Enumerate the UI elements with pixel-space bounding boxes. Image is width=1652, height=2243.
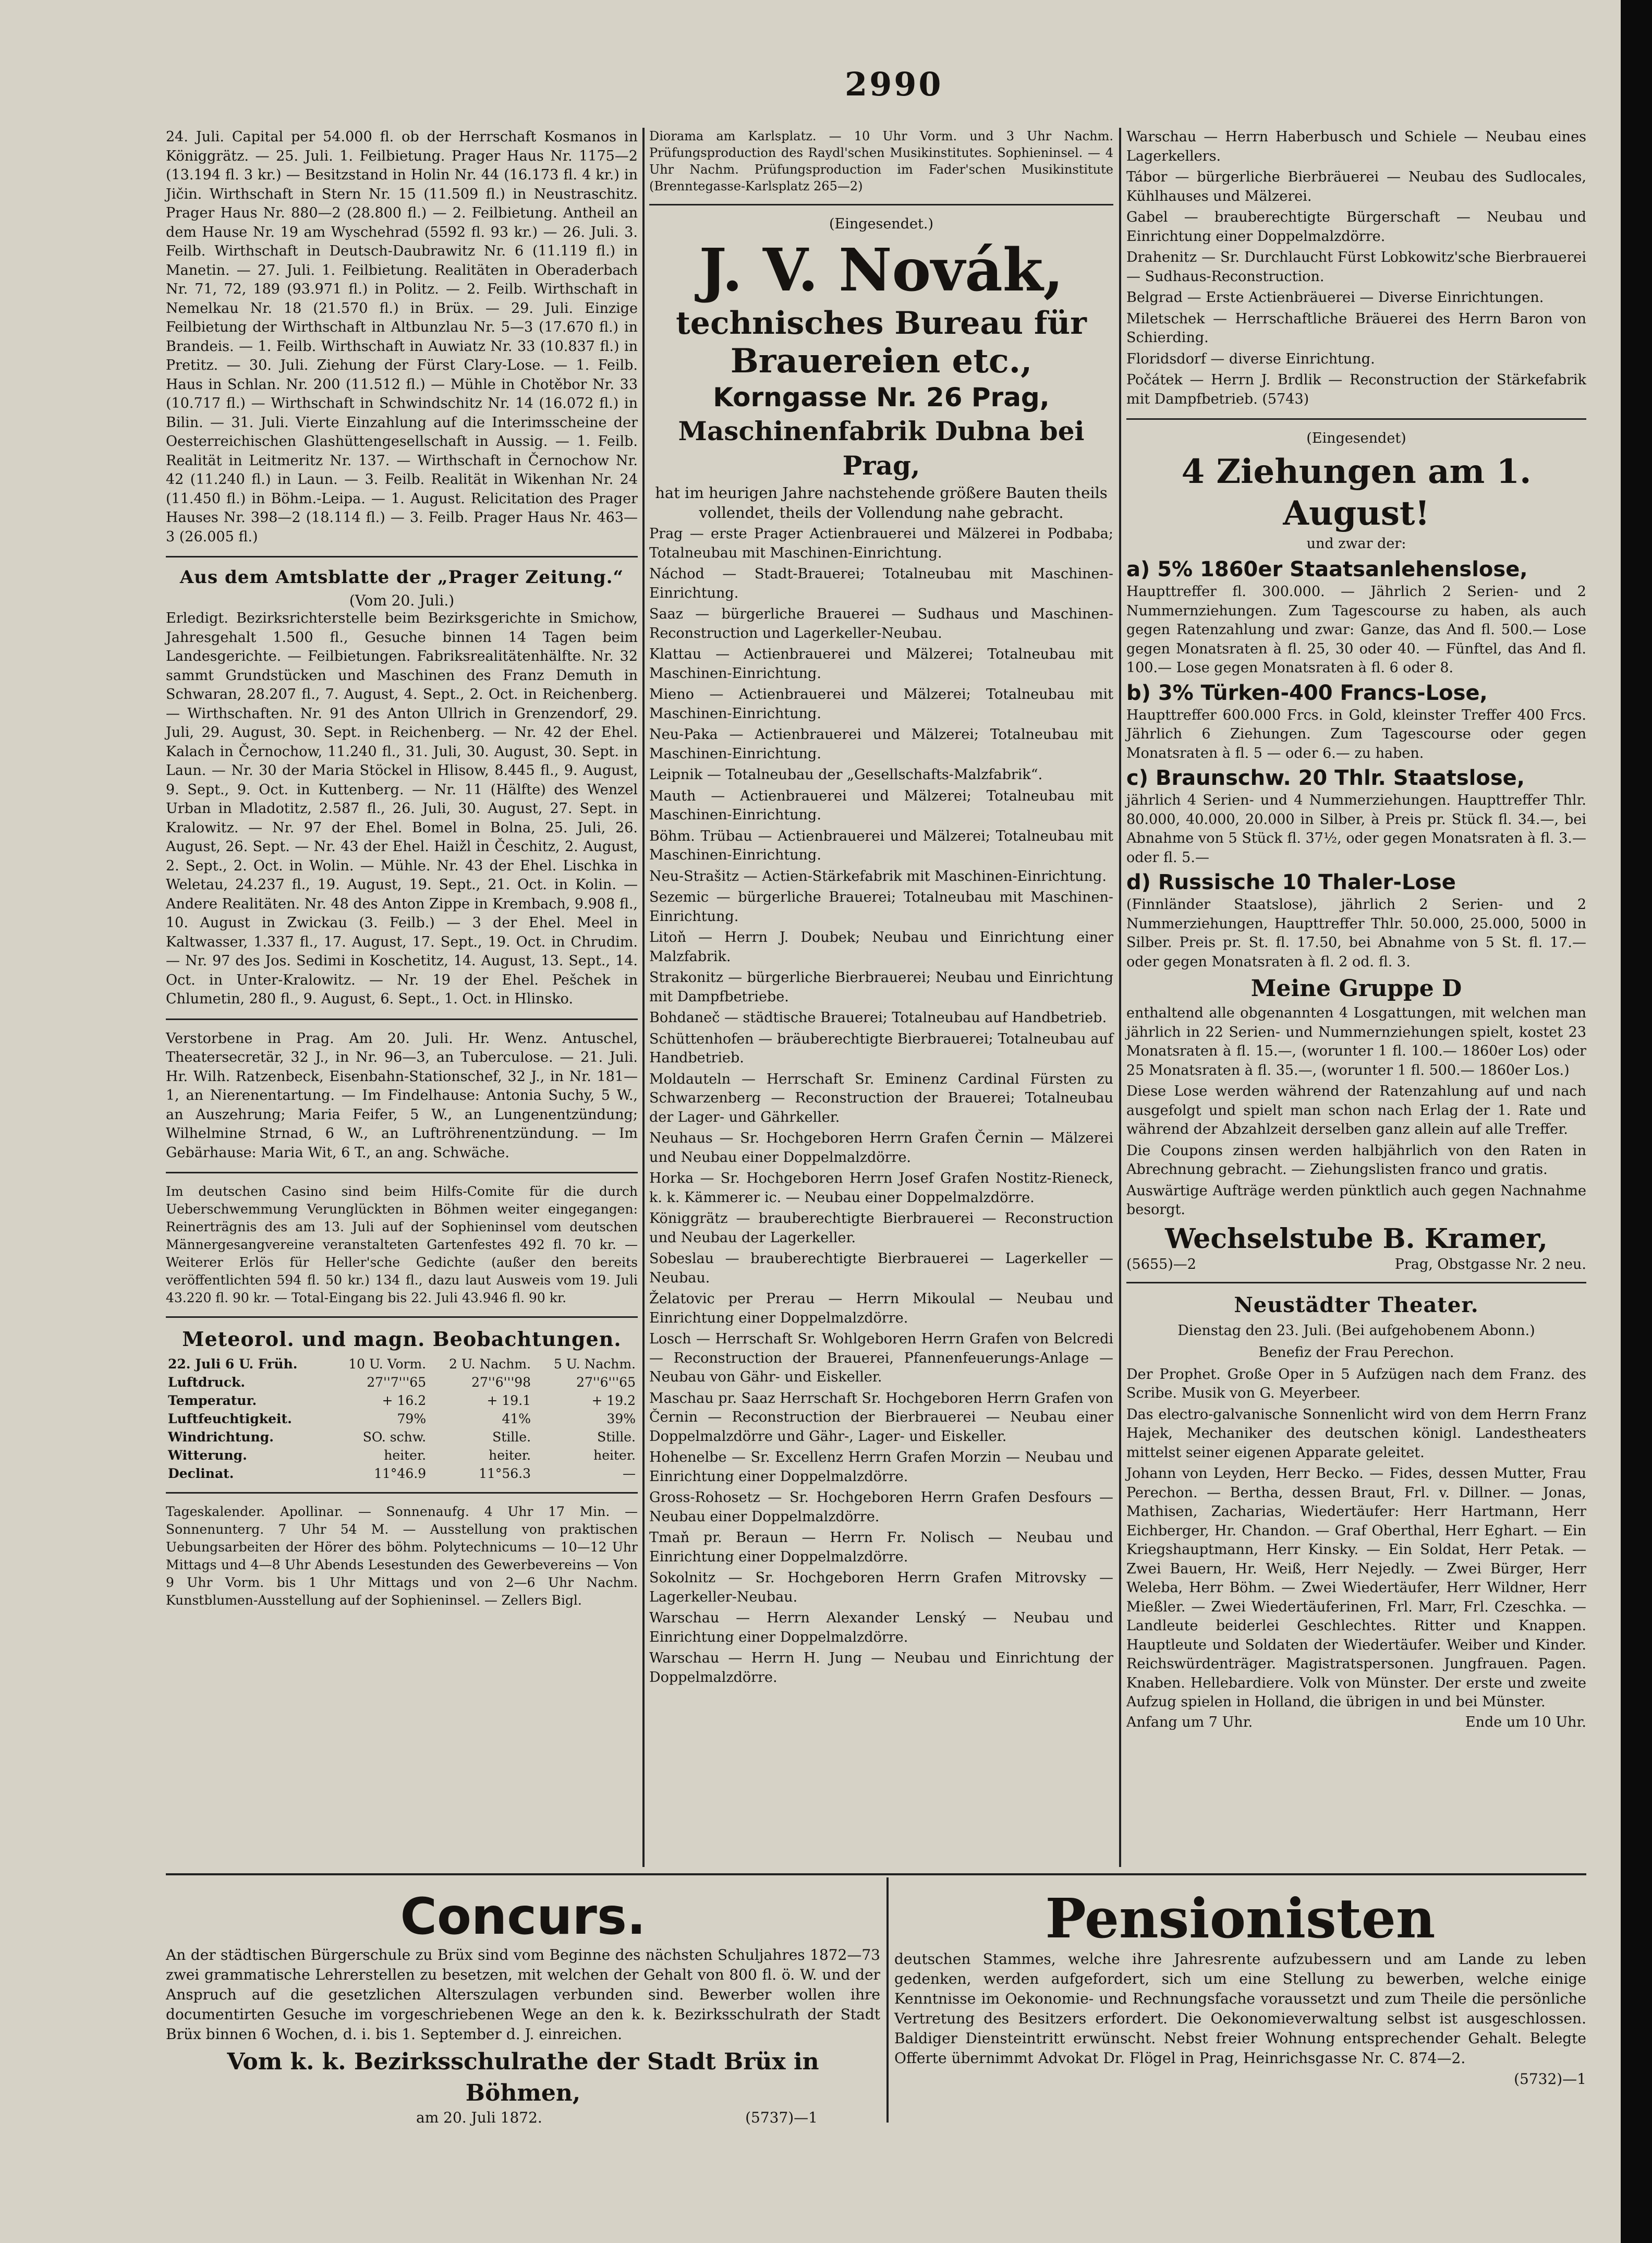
lottery-title: 4 Ziehungen am 1. August! bbox=[1181, 452, 1532, 533]
firm-line-3: Korngasse Nr. 26 Prag, bbox=[713, 382, 1050, 413]
meteo-cell: Stille. bbox=[597, 1429, 636, 1445]
gruppe-title: Meine Gruppe D bbox=[1250, 975, 1462, 1002]
firm-item: Náchod — Stadt-Brauerei; Totalneubau mit Maschinen-Einrichtung. bbox=[649, 566, 1113, 601]
firm-item: Saaz — bürgerliche Brauerei — Sudhaus und Maschinen-Reconstruction und Lagerkeller-Neubau. bbox=[649, 606, 1113, 641]
firm-item: Neu-Strašitz — Actien-Stärkefabrik mit Maschinen-Einrichtung. bbox=[649, 868, 1107, 884]
eingesendet-label: (Eingesendet.) bbox=[829, 216, 933, 232]
divider bbox=[166, 1492, 638, 1494]
meteo-title: Meteorol. und magn. Beobachtungen. bbox=[182, 1327, 622, 1351]
firm-item: Miletschek — Herrschaftliche Bräuerei des Herrn Baron von Schierding. bbox=[1126, 310, 1586, 346]
divider bbox=[166, 1316, 638, 1318]
wechselstube-name: Wechselstube B. Kramer, bbox=[1165, 1222, 1548, 1255]
meteo-cell: 41% bbox=[502, 1411, 531, 1426]
meteo-head-cell: 22. Juli 6 U. Früh. bbox=[168, 1356, 298, 1372]
theater-start: Anfang um 7 Uhr. bbox=[1126, 1714, 1253, 1730]
firm-item: Hohenelbe — Sr. Excellenz Herrn Grafen Morzin — Neubau und Einrichtung einer Doppelmalzdörre. bbox=[649, 1449, 1113, 1485]
firm-item: Bohdaneč — städtische Brauerei; Totalneubau auf Handbetrieb. bbox=[649, 1010, 1107, 1026]
meteo-cell: + 16.2 bbox=[382, 1393, 427, 1408]
meteo-cell: — bbox=[623, 1466, 636, 1481]
firm-item: Neuhaus — Sr. Hochgeboren Herrn Grafen Černin — Mälzerei und Neubau einer Doppelmalzdörre. bbox=[649, 1130, 1113, 1166]
meteo-row bbox=[166, 1428, 638, 1446]
meteo-head-cell: 10 U. Vorm. bbox=[348, 1356, 427, 1372]
meteo-row bbox=[166, 1373, 638, 1391]
concurs-footer bbox=[166, 2109, 880, 2126]
theater-benefiz: Benefiz der Frau Perechon. bbox=[1258, 1344, 1454, 1361]
lot-b-title: b) 3% Türken-400 Francs-Lose, bbox=[1126, 681, 1488, 705]
firm-item: Počátek — Herrn J. Brdlik — Reconstruction der Stärkefabrik mit Dampfbetrieb. (5743) bbox=[1126, 372, 1586, 407]
meteo-cell: 27''6'''98 bbox=[471, 1375, 531, 1390]
lot-d-text: (Finnländer Staatslose), jährlich 2 Serien- und 2 Nummerziehungen, Haupttreffer Thlr. 50.000, 25.000, 5000 in Silber. Preis pr. St. fl. 17.50, bei Abnahme von 5 St. fl. 17.— oder gegen Monatsraten à fl. 2 od. fl. 3. bbox=[1126, 896, 1586, 970]
lot-b-text: Haupttreffer 600.000 Frcs. in Gold, kleinster Treffer 400 Frcs. Jährlich 6 Ziehungen. Zum Tagescourse oder gegen Monatsraten à fl. 5 — oder 6.— zu haben. bbox=[1126, 707, 1586, 761]
firm-item: Sezemic — bürgerliche Brauerei; Totalneubau mit Maschinen-Einrichtung. bbox=[649, 889, 1113, 925]
amtsblatt-text: Erledigt. Bezirksrichterstelle beim Bezirksgerichte in Smichow, Jahresgehalt 1.500 fl., Gesuche binnen 14 Tagen beim Landesgerichte. — Feilbietungen. Fabriksrealitätenhälfte. Nr. 32 sammt Grundstücken und Maschinen des Franz Demuth in Schwaran, 28.207 fl., 7. August, 4. Sept., 2. Oct. in Reichenberg. — Wirthschaften. Nr. 91 des Anton Ullrich in Grenzendorf, 29. Juli, 29. August, 30. Sept. in Reichenberg. — Nr. 42 der Ehel. Kalach in Černochow, 11.240 fl., 31. Juli, 30. August, 30. Sept. in Laun. — Nr. 30 der Maria Stöckel in Hlisow, 8.445 fl., 9. August, 9. Sept., 9. Oct. in Kuttenberg. — Nr. 11 (Hälfte) des Wenzel Urban in Mladotitz, 2.587 fl., 26. Juli, 30. August, 27. Sept. in Kralowitz. — Nr. 97 der Ehel. Bomel in Bolna, 25. Juli, 26. August, 26. Sept. — Nr. 43 der Ehel. Haižl in Česchitz, 2. August, 2. Sept., 2. Oct. in Wolin. — Mühle. Nr. 43 der Ehel. Lischka in Weletau, 24.237 fl., 19. August, 19. Sept., 21. Oct. in Kolin. — Andere Realitäten. Nr. 48 des Anton Zippe in Krembach, 9.908 fl., 10. August in Zwickau (3. Feilb.) — 3 der Ehel. Meel in Kaltwasser, 1.337 fl., 17. August, 17. Sept., 19. Oct. in Chrudim. — Nr. 97 des Jos. Sedimi in Koschetitz, 14. August, 13. Sept., 14. Oct. in Unter-Kralowitz. — Nr. 19 der Ehel. Pešchek in Chlumetin, 280 fl., 9. August, 6. Sept., 1. Oct. in Hlinsko. bbox=[166, 610, 638, 1007]
scan-edge bbox=[1621, 0, 1652, 2243]
firm-item: Horka — Sr. Hochgeboren Herrn Josef Grafen Nostitz-Rieneck, k. k. Kämmerer ic. — Neubau einer Doppelmalzdörre. bbox=[649, 1170, 1113, 1206]
column-2 bbox=[649, 128, 1113, 1864]
meteo-cell: + 19.1 bbox=[487, 1393, 531, 1408]
firm-item: Königgrätz — brauberechtigte Bierbrauerei — Reconstruction und Neubau der Lagerkeller. bbox=[649, 1210, 1113, 1246]
bottom-rule bbox=[166, 1873, 1586, 1875]
firm-item: Warschau — Herrn Alexander Lenský — Neubau und Einrichtung einer Doppelmalzdörre. bbox=[649, 1610, 1113, 1645]
divider bbox=[166, 1172, 638, 1173]
firm-item: Mauth — Actienbrauerei und Mälzerei; Totalneubau mit Maschinen-Einrichtung. bbox=[649, 787, 1113, 823]
firm-item: Gabel — brauberechtigte Bürgerschaft — Neubau und Einrichtung einer Doppelmalzdörre. bbox=[1126, 209, 1586, 245]
meteo-cell: SO. schw. bbox=[362, 1429, 427, 1445]
meteo-cell: 11°56.3 bbox=[479, 1466, 531, 1481]
lottery-sub: und zwar der: bbox=[1306, 536, 1406, 552]
concurs-title: Concurs. bbox=[400, 1887, 646, 1946]
tageskalender: Tageskalender. Apollinar. — Sonnenaufg. 4 Uhr 17 Min. — Sonnenunterg. 7 Uhr 54 M. — Ausstellung von praktischen Uebungsarbeiten der Hörer des böhm. Polytechnicums — 10—12 Uhr Mittags und 4—8 Uhr Abends Lesestunden des Gewerbevereins — Von 9 Uhr Vorm. bis 1 Uhr Mittags und von 2—6 Uhr Nachm. Kunstblumen-Ausstellung auf der Sophieninsel. — Zellers Bigl. bbox=[166, 1504, 638, 1608]
column-rule-2 bbox=[1119, 128, 1121, 1867]
gruppe-text: Die Coupons zinsen werden halbjährlich von den Raten in Abrechnung gebracht. — Ziehungslisten franco und gratis. bbox=[1126, 1142, 1586, 1178]
gruppe-text: Diese Lose werden während der Ratenzahlung auf und nach ausgefolgt und spielt man schon nach Erlag der 1. Rate und während der Abzahlzeit derselben ganz allein auf alle Treffer. bbox=[1126, 1083, 1586, 1137]
gruppe-text: enthaltend alle obgenannten 4 Losgattungen, mit welchen man jährlich in 22 Serien- und Nummernziehungen spielt, kostet 23 Monatsraten à fl. 15.—, (worunter 1 fl. 100.— 1860er Los) oder 25 Monatsraten à fl. 35.—, (worunter 1 fl. 500.— 1860er Los.) bbox=[1126, 1005, 1586, 1078]
concurs-signature: Vom k. k. Bezirksschulrathe der Stadt Brüx in Böhmen, bbox=[227, 2048, 819, 2106]
auction-calendar: 24. Juli. Capital per 54.000 fl. ob der Herrschaft Kosmanos in Königgrätz. — 25. Juli. 1. Feilbietung. Prager Haus Nr. 1175—2 (13.194 fl. 3 kr.) — Besitzstand in Holin Nr. 44 (16.173 fl. 4 kr.) in Jičin. Wirthschaft in Stern Nr. 15 (11.509 fl.) in Neustraschitz. Prager Haus Nr. 880—2 (28.800 fl.) — 2. Feilbietung. Antheil an dem Hause Nr. 19 am Wyschehrad (5592 fl. 93 kr.) — 26. Juli. 3. Feilb. Wirthschaft in Deutsch-Daubrawitz Nr. 6 (11.119 fl.) in Manetin. — 27. Juli. 1. Feilbietung. Realitäten in Oberaderbach Nr. 71, 72, 189 (93.971 fl.) in Politz. — 2. Feilb. Wirthschaft in Nemelkau Nr. 18 (21.570 fl.) in Brüx. — 29. Juli. Einzige Feilbietung der Wirthschaft in Altbunzlau Nr. 5—3 (17.670 fl.) in Brandeis. — 1. Feilb. Wirthschaft in Auwiatz Nr. 33 (10.837 fl.) in Pretitz. — 30. Juli. Ziehung der Fürst Clary-Lose. — 1. Feilb. Haus in Schlan. Nr. 200 (11.512 fl.) — Mühle in Chotěbor Nr. 33 (10.717 fl.) — Wirthschaft in Schwindschitz Nr. 14 (16.072 fl.) in Bilin. — 31. Juli. Vierte Einzahlung auf die Interimsscheine der Oesterreichischen Glashüttengesellschaft in Aussig. — 1. Feilb. Realität in Leitmeritz Nr. 137. — Wirthschaft in Černochow Nr. 42 (11.240 fl.) in Laun. — 3. Feilb. Realität in Wikenhan Nr. 24 (11.450 fl.) in Böhm.-Leipa. — 1. August. Relicitation des Prager Hauses Nr. 398—2 (18.114 fl.) — 3. Feilb. Prager Haus Nr. 463—3 (26.005 fl.) bbox=[166, 129, 638, 545]
divider bbox=[1126, 418, 1586, 420]
firm-item: Warschau — Herrn H. Jung — Neubau und Einrichtung der Doppelmalzdörre. bbox=[649, 1650, 1113, 1686]
divider bbox=[649, 204, 1113, 205]
concurs-notice bbox=[166, 1887, 880, 2126]
gruppe-text: Auswärtige Aufträge werden pünktlich auch gegen Nachnahme besorgt. bbox=[1126, 1182, 1586, 1218]
meteo-cell: Luftdruck. bbox=[168, 1375, 246, 1390]
firm-item: Litoň — Herrn J. Doubek; Neubau und Einrichtung einer Malzfabrik. bbox=[649, 929, 1113, 965]
firm-item: Leipnik — Totalneubau der „Gesellschafts-Malzfabrik“. bbox=[649, 767, 1043, 783]
meteo-cell: Luftfeuchtigkeit. bbox=[168, 1411, 292, 1426]
column-rule-1 bbox=[642, 128, 645, 1867]
firm-item: Belgrad — Erste Actienbräuerei — Diverse Einrichtungen. bbox=[1126, 289, 1544, 306]
firm-item: Sobeslau — brauberechtigte Bierbrauerei — Lagerkeller — Neubau. bbox=[649, 1251, 1113, 1286]
theater-date: Dienstag den 23. Juli. (Bei aufgehobenem Abonn.) bbox=[1177, 1322, 1535, 1339]
meteo-head-cell: 5 U. Nachm. bbox=[553, 1356, 636, 1372]
meteo-cell: 39% bbox=[606, 1411, 636, 1426]
firm-item: Drahenitz — Sr. Durchlaucht Fürst Lobkowitz'sche Bierbrauerei — Sudhaus-Reconstruction. bbox=[1126, 249, 1586, 285]
meteo-cell: heiter. bbox=[489, 1448, 531, 1463]
firm-item: Mieno — Actienbrauerei und Mälzerei; Totalneubau mit Maschinen-Einrichtung. bbox=[649, 686, 1113, 722]
firm-name: J. V. Novák, bbox=[699, 236, 1064, 305]
pensionisten-ref: (5732)—1 bbox=[1514, 2070, 1586, 2088]
firm-item: Losch — Herrschaft Sr. Wohlgeboren Herrn Grafen von Belcredi — Reconstruction der Brauerei, Pfannenfeuerungs-Anlage — Neubau von Gähr- und Eiskeller. bbox=[649, 1331, 1113, 1385]
meteo-cell: 11°46.9 bbox=[374, 1466, 427, 1481]
bottom-column-rule bbox=[886, 1877, 889, 2123]
meteo-row bbox=[166, 1464, 638, 1483]
amtsblatt-date: (Vom 20. Juli.) bbox=[349, 592, 455, 609]
theater-text: Der Prophet. Große Oper in 5 Aufzügen nach dem Franz. des Scribe. Musik von G. Meyerbeer. bbox=[1126, 1366, 1586, 1401]
wechselstube-footer bbox=[1126, 1256, 1586, 1272]
theater-text: Johann von Leyden, Herr Becko. — Fides, dessen Mutter, Frau Perechon. — Bertha, dessen Braut, Frl. v. Dillner. — Jonas, Mathisen, Zacharias, Wiedertäufer: Herr Hartmann, Herr Eichberger, Hr. Chandon. — Graf Oberthal, Herr Eghart. — Ein Kriegshauptmann, Herr Kinsky. — Ein Soldat, Herr Petak. — Zwei Bauern, Hr. Weiß, Herr Nejedly. — Zwei Bürger, Herr Weleba, Herr Böhm. — Zwei Wiedertäufer, Herr Wildner, Herr Mießler. — Zwei Wiedertäuferinen, Frl. Marr, Frl. Czeschka. — Landleute beiderlei Geschlechtes. Ritter und Knappen. Hauptleute und Soldaten der Wiedertäufer. Weiber und Kinder. Reichswürdenträger. Magistratspersonen. Jungfrauen. Pagen. Knaben. Hellebardiere. Volk von Münster. Der erste und zweite Aufzug spielen in Holland, die übrigen in und bei Münster. bbox=[1126, 1465, 1586, 1710]
theater-end: Ende um 10 Uhr. bbox=[1465, 1714, 1586, 1730]
meteo-row bbox=[166, 1446, 638, 1464]
deaths-notice: Verstorbene in Prag. Am 20. Juli. Hr. Wenz. Antuschel, Theatersecretär, 32 J., in Nr. 96—3, an Tuberculose. — 21. Juli. Hr. Wilh. Ratzenbeck, Eisenbahn-Stationschef, 32 J., in Nr. 181—1, an Nierenentartung. — Im Findelhause: Antonia Suchy, 5 W., an Auszehrung; Maria Feifer, 5 W., an Lungenentzündung; Wilhelmine Strnad, 6 W., an Luftröhrenentzündung. — Im Gebärhause: Maria Wit, 6 T., an ang. Schwäche. bbox=[166, 1030, 638, 1161]
firm-item: Böhm. Trübau — Actienbrauerei und Mälzerei; Totalneubau mit Maschinen-Einrichtung. bbox=[649, 828, 1113, 863]
firm-item: Warschau — Herrn Haberbusch und Schiele — Neubau eines Lagerkellers. bbox=[1126, 129, 1586, 164]
firm-item: Želatovic per Prerau — Herrn Mikoulal — Neubau und Einrichtung einer Doppelmalzdörre. bbox=[649, 1291, 1113, 1326]
firm-item: Tábor — bürgerliche Bierbräuerei — Neubau des Sudlocales, Kühlhauses und Mälzerei. bbox=[1126, 169, 1586, 204]
meteo-cell: Temperatur. bbox=[168, 1393, 257, 1408]
firm-item: Klattau — Actienbrauerei und Mälzerei; Totalneubau mit Maschinen-Einrichtung. bbox=[649, 646, 1113, 682]
firm-intro: hat im heurigen Jahre nachstehende größere Bauten theils vollendet, theils der Vollendung nahe gebracht. bbox=[655, 484, 1108, 522]
meteo-cell: 27''7'''65 bbox=[367, 1375, 427, 1390]
amtsblatt-title: Aus dem Amtsblatte der „Prager Zeitung.“ bbox=[179, 567, 624, 588]
meteo-cell: + 19.2 bbox=[591, 1393, 636, 1408]
firm-item: Schüttenhofen — bräuberechtigte Bierbrauerei; Totalneubau auf Handbetrieb. bbox=[649, 1030, 1113, 1066]
meteo-cell: 79% bbox=[397, 1411, 427, 1426]
concurs-text: An der städtischen Bürgerschule zu Brüx sind vom Beginne des nächsten Schuljahres 1872—73 zwei grammatische Lehrerstellen zu besetzen, mit welchen der Gehalt von 800 fl. ö. W. und der Anspruch auf die gesetzlichen Alterszulagen verbunden sind. Bewerber wollen ihre documentirten Gesuche im vorgeschriebenen Wege an den k. k. Bezirksschulrath der Stadt Brüx binnen 6 Wochen, d. i. bis 1. September d. J. einreichen. bbox=[166, 1946, 880, 2043]
firm-item: Sokolnitz — Sr. Hochgeboren Herrn Grafen Mitrovsky — Lagerkeller-Neubau. bbox=[649, 1570, 1113, 1605]
meteo-cell: Windrichtung. bbox=[168, 1429, 274, 1445]
meteo-cell: 27''6'''65 bbox=[576, 1375, 636, 1390]
meteo-cell: heiter. bbox=[384, 1448, 427, 1463]
meteo-row bbox=[166, 1391, 638, 1410]
wechselstube-ref: (5655)—2 bbox=[1126, 1256, 1196, 1272]
eingesendet-label: (Eingesendet) bbox=[1306, 430, 1406, 446]
meteo-cell: Stille. bbox=[492, 1429, 531, 1445]
column-1 bbox=[166, 128, 638, 1864]
firm-item: Maschau pr. Saaz Herrschaft Sr. Hochgeboren Herrn Grafen von Černin — Reconstruction der Bierbrauerei — Neubau einer Doppelmalzdörre und Gähr-, Lager- und Eiskeller. bbox=[649, 1390, 1113, 1445]
firm-item: Strakonitz — bürgerliche Bierbrauerei; Neubau und Einrichtung mit Dampfbetriebe. bbox=[649, 969, 1113, 1005]
pensionisten-title: Pensionisten bbox=[1045, 1886, 1436, 1950]
lot-a-text: Haupttreffer fl. 300.000. — Jährlich 2 Serien- und 2 Nummernziehungen. Zum Tagescourse zu haben, als auch gegen Ratenzahlung und zwar: Ganze, das And fl. 500.— Lose gegen Monatsraten à fl. 25, 30 oder 40. — Fünftel, das And fl. 100.— Lose gegen Monatsraten à fl. 6 oder 8. bbox=[1126, 584, 1586, 676]
lot-a-title: a) 5% 1860er Staatsanlehenslose, bbox=[1126, 557, 1528, 581]
pensionisten-text: deutschen Stammes, welche ihre Jahresrente aufzubessern und am Lande zu leben gedenken, werden aufgefordert, sich um eine Stellung zu bewerben, welche einige Kenntnisse im Oekonomie- und Rechnungsfache voraussetzt und zum Theile die persönliche Vertretung des Besitzers erfordert. Die Oekonomieverwaltung selbst ist ausgeschlossen. Baldiger Diensteintritt erwünscht. Nebst freier Wohnung entsprechender Gehalt. Belegte Offerte übernimmt Advokat Dr. Flögel in Prag, Heinrichsgasse Nr. C. 874—2. bbox=[894, 1950, 1586, 2067]
firm-item: Gross-Rohosetz — Sr. Hochgeboren Herrn Grafen Desfours — Neubau einer Doppelmalzdörre. bbox=[649, 1489, 1113, 1525]
meteo-cell: Declinat. bbox=[168, 1466, 234, 1481]
casino-notice: Im deutschen Casino sind beim Hilfs-Comite für die durch Ueberschwemmung Verunglückten in Böhmen weiter eingegangen: Reinerträgnis des am 13. Juli auf der Sophieninsel vom deutschen Männergesangvereine veranstalteten Gartenfestes 492 fl. 70 kr. — Weiterer Erlös für Heller'sche Gedichte (außer den bereits veröffentlichten 594 fl. 50 kr.) 134 fl., dazu laut Ausweis vom 19. Juli 43.220 fl. 90 kr. — Total-Eingang bis 22. Juli 43.946 fl. 90 kr. bbox=[166, 1184, 638, 1305]
concurs-date: am 20. Juli 1872. bbox=[416, 2109, 542, 2126]
theater-title: Neustädter Theater. bbox=[1234, 1292, 1479, 1317]
wechselstube-address: Prag, Obstgasse Nr. 2 neu. bbox=[1394, 1256, 1586, 1272]
firm-line-2: Brauereien etc., bbox=[730, 342, 1032, 381]
diorama-notice: Diorama am Karlsplatz. — 10 Uhr Vorm. und 3 Uhr Nachm. Prüfungsproduction des Raydl'schen Musikinstitutes. Sophieninsel. — 4 Uhr Nachm. Prüfungsproduction im Fader'schen Musikinstitute (Brenntegasse-Karlsplatz 265—2) bbox=[649, 129, 1113, 193]
meteo-head-cell: 2 U. Nachm. bbox=[448, 1356, 531, 1372]
lot-d-title: d) Russische 10 Thaler-Lose bbox=[1126, 870, 1456, 894]
firm-item: Moldauteln — Herrschaft Sr. Eminenz Cardinal Fürsten zu Schwarzenberg — Reconstruction der Brauerei; Totalneubau der Lager- und Gährkeller. bbox=[649, 1071, 1113, 1125]
firm-item: Prag — erste Prager Actienbrauerei und Mälzerei in Podbaba; Totalneubau mit Maschinen-Einrichtung. bbox=[649, 526, 1113, 561]
firm-item: Tmaň pr. Beraun — Herrn Fr. Nolisch — Neubau und Einrichtung einer Doppelmalzdörre. bbox=[649, 1530, 1113, 1565]
divider bbox=[166, 556, 638, 557]
meteo-cell: heiter. bbox=[593, 1448, 636, 1463]
theater-times bbox=[1126, 1714, 1586, 1730]
lot-c-title: c) Braunschw. 20 Thlr. Staatslose, bbox=[1126, 766, 1525, 790]
meteo-cell: Witterung. bbox=[168, 1448, 247, 1463]
firm-item: Floridsdorf — diverse Einrichtung. bbox=[1126, 350, 1375, 367]
theater-text: Das electro-galvanische Sonnenlicht wird von dem Herrn Franz Hajek, Mechaniker des deutschen königl. Landestheaters mittelst seiner eigenen Apparate geleitet. bbox=[1126, 1406, 1586, 1461]
concurs-ref: (5737)—1 bbox=[745, 2109, 818, 2126]
page-number: 2990 bbox=[845, 65, 943, 103]
divider bbox=[1126, 1282, 1586, 1283]
meteo-row bbox=[166, 1410, 638, 1428]
meteo-table bbox=[166, 1355, 638, 1483]
firm-item: Neu-Paka — Actienbrauerei und Mälzerei; Totalneubau mit Maschinen-Einrichtung. bbox=[649, 726, 1113, 762]
meteo-header-row bbox=[166, 1355, 638, 1373]
divider bbox=[166, 1019, 638, 1020]
pensionisten-notice bbox=[894, 1888, 1586, 2117]
lot-c-text: jährlich 4 Serien- und 4 Nummerziehungen. Haupttreffer Thlr. 80.000, 40.000, 20.000 in Silber, à Preis pr. Stück fl. 34.—, bei Abnahme von 5 Stück fl. 37½, oder gegen Monatsraten à fl. 3.— oder fl. 5.— bbox=[1126, 792, 1586, 866]
column-3 bbox=[1126, 128, 1586, 1864]
firm-line-1: technisches Bureau für bbox=[676, 305, 1087, 342]
firm-line-4: Maschinenfabrik Dubna bei Prag, bbox=[678, 416, 1085, 481]
